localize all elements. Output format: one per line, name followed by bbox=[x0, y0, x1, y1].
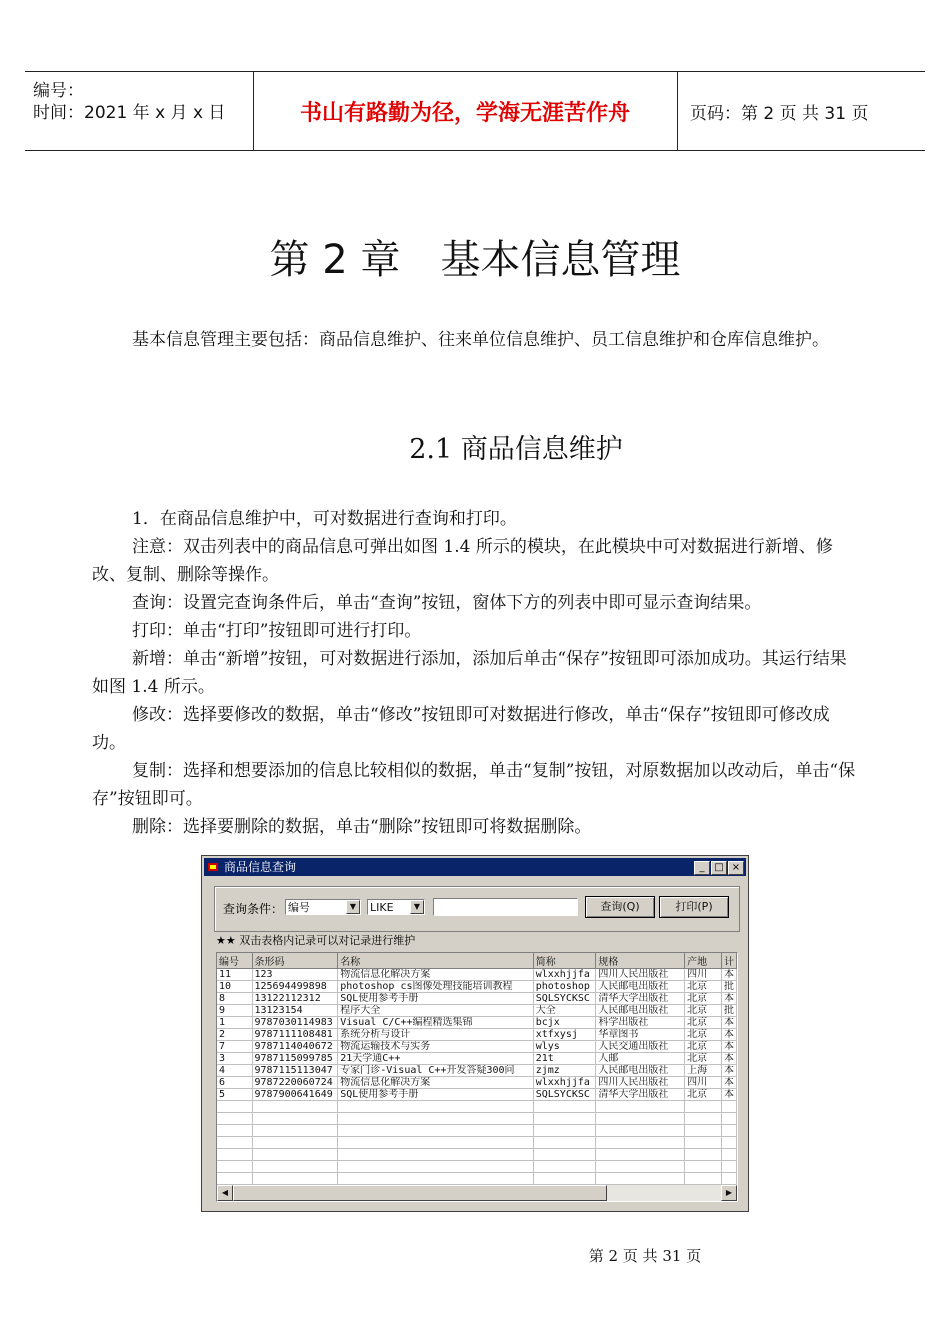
table-cell: 本 bbox=[721, 993, 736, 1005]
table-cell bbox=[533, 1149, 596, 1161]
paragraph: 查询：设置完查询条件后，单击“查询”按钮，窗体下方的列表中即可显示查询结果。 bbox=[132, 593, 762, 613]
table-cell: SQL使用参考手册 bbox=[338, 1089, 533, 1101]
table-cell bbox=[685, 1101, 722, 1113]
table-cell: 人民邮电出版社 bbox=[596, 1005, 685, 1017]
table-cell bbox=[338, 1137, 533, 1149]
table-cell: zjmz bbox=[533, 1065, 596, 1077]
table-cell: 四川人民出版社 bbox=[596, 1077, 685, 1089]
table-row[interactable] bbox=[217, 981, 737, 993]
column-header[interactable]: 计 bbox=[721, 953, 736, 969]
table-cell bbox=[685, 1113, 722, 1125]
table-cell: 人邮 bbox=[596, 1053, 685, 1065]
header-motto: 书山有路勤为径，学海无涯苦作舟 bbox=[253, 72, 678, 150]
table-cell: 21t bbox=[533, 1053, 596, 1065]
table-cell bbox=[721, 1101, 736, 1113]
table-cell: 人民交通出版社 bbox=[596, 1041, 685, 1053]
field-select[interactable]: 编号 ▼ bbox=[285, 899, 361, 915]
paragraph: 复制：选择和想要添加的信息比较相似的数据，单击“复制”按钮，对原数据加以改动后，单击“保存”按钮即可。 bbox=[92, 761, 856, 809]
table-cell: bcjx bbox=[533, 1017, 596, 1029]
table-cell bbox=[721, 1125, 736, 1137]
paragraph: 新增：单击“新增”按钮，可对数据进行添加，添加后单击“保存”按钮即可添加成功。其运行结果如图 1.4 所示。 bbox=[92, 649, 847, 697]
table-cell: 北京 bbox=[685, 1017, 722, 1029]
table-cell bbox=[596, 1101, 685, 1113]
table-cell bbox=[217, 1113, 252, 1125]
column-header[interactable]: 简称 bbox=[533, 953, 596, 969]
table-cell: 9787220060724 bbox=[252, 1077, 338, 1089]
table-cell: 9787111108481 bbox=[252, 1029, 338, 1041]
operator-select[interactable]: LIKE ▼ bbox=[367, 899, 425, 915]
scroll-right-icon[interactable]: ▶ bbox=[721, 1185, 737, 1201]
product-grid[interactable] bbox=[216, 952, 738, 1202]
table-row[interactable] bbox=[217, 1089, 737, 1101]
table-cell bbox=[596, 1113, 685, 1125]
table-cell bbox=[338, 1149, 533, 1161]
table-cell: 7 bbox=[217, 1041, 252, 1053]
table-cell: 本 bbox=[721, 1053, 736, 1065]
table-cell: 人民邮电出版社 bbox=[596, 1065, 685, 1077]
table-cell bbox=[338, 1113, 533, 1125]
table-cell: 北京 bbox=[685, 981, 722, 993]
table-cell: 北京 bbox=[685, 1089, 722, 1101]
table-cell: 8 bbox=[217, 993, 252, 1005]
table-cell: wlys bbox=[533, 1041, 596, 1053]
table-cell: 123 bbox=[252, 969, 338, 981]
table-cell bbox=[721, 1137, 736, 1149]
table-cell: 四川人民出版社 bbox=[596, 969, 685, 981]
table-row[interactable] bbox=[217, 1053, 737, 1065]
page-header bbox=[25, 71, 925, 151]
table-cell bbox=[217, 1101, 252, 1113]
table-row[interactable] bbox=[217, 1101, 737, 1113]
table-cell: SQLSYCKSC bbox=[533, 993, 596, 1005]
paragraph: 1．在商品信息维护中，可对数据进行查询和打印。 bbox=[132, 509, 517, 529]
table-row[interactable] bbox=[217, 1041, 737, 1053]
table-cell bbox=[596, 1161, 685, 1173]
product-table bbox=[217, 953, 737, 1185]
table-cell: photoshop bbox=[533, 981, 596, 993]
paragraph: 修改：选择要修改的数据，单击“修改”按钮即可对数据进行修改，单击“保存”按钮即可修改成功。 bbox=[92, 705, 830, 753]
table-cell bbox=[533, 1161, 596, 1173]
table-cell: xtfxysj bbox=[533, 1029, 596, 1041]
query-group bbox=[214, 886, 740, 932]
table-cell bbox=[596, 1149, 685, 1161]
table-cell bbox=[217, 1161, 252, 1173]
table-cell: 13122112312 bbox=[252, 993, 338, 1005]
table-header-row bbox=[217, 953, 737, 969]
table-cell bbox=[252, 1149, 338, 1161]
table-cell bbox=[217, 1125, 252, 1137]
table-row[interactable] bbox=[217, 1149, 737, 1161]
table-cell bbox=[596, 1173, 685, 1185]
column-header[interactable]: 条形码 bbox=[252, 953, 338, 969]
table-cell: 大全 bbox=[533, 1005, 596, 1017]
table-cell: 10 bbox=[217, 981, 252, 993]
scroll-left-icon[interactable]: ◀ bbox=[217, 1185, 233, 1201]
query-button[interactable]: 查询(Q) bbox=[585, 896, 655, 918]
table-cell: 本 bbox=[721, 969, 736, 981]
table-cell: 清华大学出版社 bbox=[596, 1089, 685, 1101]
body-text bbox=[92, 505, 862, 841]
column-header[interactable]: 规格 bbox=[596, 953, 685, 969]
table-cell: 2 bbox=[217, 1029, 252, 1041]
table-cell bbox=[252, 1161, 338, 1173]
table-cell bbox=[685, 1125, 722, 1137]
table-cell bbox=[252, 1113, 338, 1125]
table-cell bbox=[596, 1137, 685, 1149]
table-cell: 系统分析与设计 bbox=[338, 1029, 533, 1041]
column-header[interactable]: 产地 bbox=[685, 953, 722, 969]
table-cell: 6 bbox=[217, 1077, 252, 1089]
table-cell bbox=[533, 1125, 596, 1137]
table-cell bbox=[533, 1137, 596, 1149]
app-icon bbox=[207, 861, 219, 873]
column-header[interactable]: 名称 bbox=[338, 953, 533, 969]
table-cell bbox=[252, 1137, 338, 1149]
table-cell: Visual C/C++编程精选集锦 bbox=[338, 1017, 533, 1029]
table-cell: 物流信息化解决方案 bbox=[338, 1077, 533, 1089]
paragraph: 注意：双击列表中的商品信息可弹出如图 1.4 所示的模块，在此模块中可对数据进行新增、修改、复制、删除等操作。 bbox=[92, 537, 833, 585]
table-row[interactable] bbox=[217, 1065, 737, 1077]
table-cell bbox=[338, 1161, 533, 1173]
table-row[interactable] bbox=[217, 1029, 737, 1041]
chevron-down-icon[interactable]: ▼ bbox=[410, 900, 424, 914]
window-titlebar bbox=[204, 858, 746, 876]
table-row[interactable] bbox=[217, 969, 737, 981]
table-cell: 13123154 bbox=[252, 1005, 338, 1017]
table-cell bbox=[217, 1137, 252, 1149]
table-row[interactable] bbox=[217, 1125, 737, 1137]
table-cell bbox=[252, 1173, 338, 1185]
table-cell: 批 bbox=[721, 981, 736, 993]
query-label: 查询条件： bbox=[223, 902, 284, 916]
table-cell: 清华大学出版社 bbox=[596, 993, 685, 1005]
paragraph: 打印：单击“打印”按钮即可进行打印。 bbox=[132, 621, 422, 641]
table-cell: 上海 bbox=[685, 1065, 722, 1077]
table-cell: 3 bbox=[217, 1053, 252, 1065]
table-row[interactable] bbox=[217, 1137, 737, 1149]
window-title: 商品信息查询 bbox=[224, 860, 297, 874]
chevron-down-icon[interactable]: ▼ bbox=[346, 900, 360, 914]
table-row[interactable] bbox=[217, 1005, 737, 1017]
header-page-info: 页码：第 2 页 共 31 页 bbox=[690, 103, 869, 124]
table-cell: 5 bbox=[217, 1089, 252, 1101]
table-row[interactable] bbox=[217, 1077, 737, 1089]
table-cell: 125694499898 bbox=[252, 981, 338, 993]
table-cell bbox=[721, 1149, 736, 1161]
table-cell bbox=[721, 1173, 736, 1185]
table-cell: 物流运输技术与实务 bbox=[338, 1041, 533, 1053]
table-cell: 北京 bbox=[685, 993, 722, 1005]
table-cell: 本 bbox=[721, 1041, 736, 1053]
table-cell: 四川 bbox=[685, 969, 722, 981]
table-cell bbox=[721, 1161, 736, 1173]
table-cell: photoshop cs图像处理技能培训教程 bbox=[338, 981, 533, 993]
horizontal-scrollbar[interactable] bbox=[217, 1185, 737, 1201]
table-cell bbox=[533, 1173, 596, 1185]
table-cell bbox=[338, 1101, 533, 1113]
table-cell bbox=[533, 1113, 596, 1125]
table-cell: 北京 bbox=[685, 1041, 722, 1053]
table-cell bbox=[252, 1101, 338, 1113]
table-row[interactable] bbox=[217, 1161, 737, 1173]
maximize-icon[interactable]: □ bbox=[711, 861, 727, 875]
table-cell bbox=[685, 1161, 722, 1173]
column-header[interactable]: 编号 bbox=[217, 953, 252, 969]
table-cell: 9787115113047 bbox=[252, 1065, 338, 1077]
table-cell bbox=[217, 1149, 252, 1161]
section-title: 2.1 商品信息维护 bbox=[409, 434, 623, 465]
chapter-title bbox=[0, 228, 950, 285]
table-cell bbox=[217, 1173, 252, 1185]
table-cell bbox=[721, 1113, 736, 1125]
paragraph: 删除：选择要删除的数据，单击“删除”按钮即可将数据删除。 bbox=[132, 817, 592, 837]
table-cell: 四川 bbox=[685, 1077, 722, 1089]
table-cell: 9 bbox=[217, 1005, 252, 1017]
number-label: 编号： bbox=[33, 81, 84, 101]
scroll-thumb[interactable] bbox=[233, 1185, 607, 1201]
table-cell: 9787115099785 bbox=[252, 1053, 338, 1065]
table-cell: 本 bbox=[721, 1077, 736, 1089]
table-cell bbox=[685, 1173, 722, 1185]
table-cell bbox=[338, 1173, 533, 1185]
table-cell: 9787900641649 bbox=[252, 1089, 338, 1101]
header-meta bbox=[25, 72, 254, 150]
time-label: 时间：2021 年 x 月 x 日 bbox=[33, 103, 226, 123]
table-cell: 本 bbox=[721, 1029, 736, 1041]
table-cell: SQLSYCKSC bbox=[533, 1089, 596, 1101]
table-cell: 科学出版社 bbox=[596, 1017, 685, 1029]
table-cell: 北京 bbox=[685, 1005, 722, 1017]
table-cell bbox=[252, 1125, 338, 1137]
table-cell: 本 bbox=[721, 1065, 736, 1077]
table-row[interactable] bbox=[217, 1017, 737, 1029]
table-cell: 程序大全 bbox=[338, 1005, 533, 1017]
table-cell bbox=[685, 1137, 722, 1149]
table-cell: 物流信息化解决方案 bbox=[338, 969, 533, 981]
table-cell: 北京 bbox=[685, 1053, 722, 1065]
close-icon[interactable]: × bbox=[728, 861, 744, 875]
hint-text: ★★ 双击表格内记录可以对记录进行维护 bbox=[216, 934, 416, 947]
chapter-number: 第 2 章 bbox=[269, 237, 401, 283]
table-cell bbox=[533, 1101, 596, 1113]
table-cell: 本 bbox=[721, 1089, 736, 1101]
table-cell: 9787114040672 bbox=[252, 1041, 338, 1053]
product-query-window bbox=[201, 855, 749, 1212]
table-cell: 1 bbox=[217, 1017, 252, 1029]
print-button[interactable]: 打印(P) bbox=[659, 896, 729, 918]
table-cell: 本 bbox=[721, 1017, 736, 1029]
table-row[interactable] bbox=[217, 1113, 737, 1125]
table-cell: SQL使用参考手册 bbox=[338, 993, 533, 1005]
table-cell: 北京 bbox=[685, 1029, 722, 1041]
intro-paragraph: 基本信息管理主要包括：商品信息维护、往来单位信息维护、员工信息维护和仓库信息维护。 bbox=[132, 330, 829, 350]
page-footer: 第 2 页 共 31 页 bbox=[588, 1247, 702, 1265]
table-row[interactable] bbox=[217, 993, 737, 1005]
chapter-name: 基本信息管理 bbox=[440, 237, 681, 283]
table-cell: 9787030114983 bbox=[252, 1017, 338, 1029]
minimize-icon[interactable]: _ bbox=[694, 861, 710, 875]
table-row[interactable] bbox=[217, 1173, 737, 1185]
table-cell: 4 bbox=[217, 1065, 252, 1077]
table-cell: 人民邮电出版社 bbox=[596, 981, 685, 993]
query-value-input[interactable] bbox=[433, 898, 578, 916]
table-cell: wlxxhjjfa bbox=[533, 1077, 596, 1089]
table-cell: 华章图书 bbox=[596, 1029, 685, 1041]
table-cell: wlxxhjjfa bbox=[533, 969, 596, 981]
table-cell: 批 bbox=[721, 1005, 736, 1017]
table-cell: 21天学通C++ bbox=[338, 1053, 533, 1065]
table-cell: 专家门诊-Visual C++开发答疑300问 bbox=[338, 1065, 533, 1077]
table-cell bbox=[685, 1149, 722, 1161]
table-cell bbox=[596, 1125, 685, 1137]
table-cell: 11 bbox=[217, 969, 252, 981]
table-cell bbox=[338, 1125, 533, 1137]
